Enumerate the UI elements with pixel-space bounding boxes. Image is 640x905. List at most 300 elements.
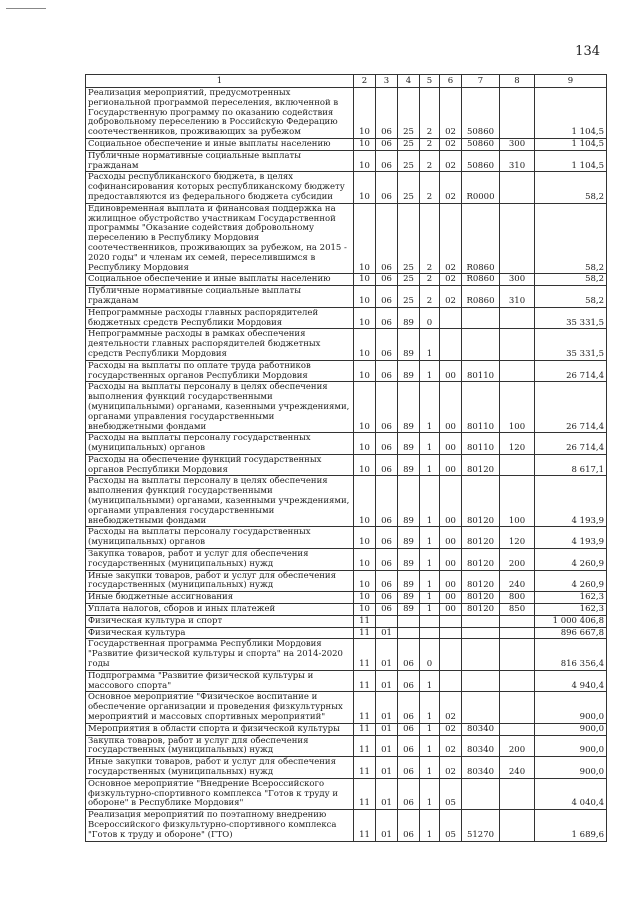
amount: 1 104,5 [535,88,607,139]
section-code: 11 [354,692,376,723]
direction-code [462,639,500,670]
program-code: 89 [398,527,420,549]
row-description: Уплата налогов, сборов и иных платежей [86,604,354,616]
section-code: 11 [354,757,376,779]
table-row [86,88,607,139]
subprogram-code: 1 [420,549,440,571]
subsection-code: 06 [376,549,398,571]
budget-table [85,74,607,842]
subsection-code: 06 [376,360,398,382]
amount: 58,2 [535,203,607,274]
header-cell: 7 [462,75,500,88]
table-row [86,592,607,604]
expense-type-code: 200 [500,549,535,571]
subprogram-code [420,627,440,639]
expense-type-code: 100 [500,382,535,433]
event-code [440,329,462,360]
amount: 162,3 [535,604,607,616]
subprogram-code: 1 [420,604,440,616]
program-code: 89 [398,570,420,592]
subsection-code: 01 [376,627,398,639]
subprogram-code: 2 [420,203,440,274]
amount: 58,2 [535,172,607,203]
subsection-code: 06 [376,203,398,274]
expense-type-code [500,639,535,670]
table-row [86,670,607,692]
event-code: 00 [440,360,462,382]
subsection-code: 06 [376,329,398,360]
expense-type-code: 120 [500,433,535,455]
direction-code [462,778,500,809]
subsection-code: 06 [376,476,398,527]
direction-code: 80120 [462,592,500,604]
direction-code: 80120 [462,454,500,476]
direction-code: 80110 [462,382,500,433]
row-description: Социальное обеспечение и иные выплаты населению [86,138,354,150]
row-description: Государственная программа Республики Мордовия "Развитие физической культуры и спорта" на 2014-2020 годы [86,639,354,670]
row-description: Непрограммные расходы в рамках обеспечения деятельности главных распорядителей бюджетных средств Республики Мордовия [86,329,354,360]
subsection-code: 06 [376,433,398,455]
program-code: 06 [398,639,420,670]
direction-code: R0860 [462,203,500,274]
amount: 1 000 406,8 [535,615,607,627]
section-code: 11 [354,778,376,809]
expense-type-code: 850 [500,604,535,616]
expense-type-code [500,360,535,382]
subprogram-code: 1 [420,476,440,527]
row-description: Реализация мероприятий, предусмотренных региональной программой переселения, включенной в Государственную программу по оказанию содействия добровольному переселению в Российскую Федерацию соотечественников, проживающих за рубежом [86,88,354,139]
subsection-code: 06 [376,138,398,150]
row-description: Расходы на выплаты персоналу в целях обеспечения выполнения функций государственными (муниципальными) органами, казенными учреждениями, органами управления государственными внебюджетными фондами [86,476,354,527]
table-row [86,692,607,723]
event-code: 00 [440,382,462,433]
table-row [86,604,607,616]
row-description: Закупка товаров, работ и услуг для обеспечения государственных (муниципальных) нужд [86,549,354,571]
header-cell: 8 [500,75,535,88]
expense-type-code [500,307,535,329]
table-row [86,549,607,571]
row-description: Иные бюджетные ассигнования [86,592,354,604]
program-code: 25 [398,203,420,274]
expense-type-code [500,723,535,735]
row-description: Мероприятия в области спорта и физической культуры [86,723,354,735]
direction-code: 80110 [462,433,500,455]
subprogram-code: 2 [420,138,440,150]
program-code: 89 [398,549,420,571]
event-code: 02 [440,274,462,286]
event-code: 00 [440,592,462,604]
page-number: 134 [575,44,600,59]
amount: 4 940,4 [535,670,607,692]
subsection-code: 06 [376,382,398,433]
section-code: 10 [354,150,376,172]
program-code: 89 [398,307,420,329]
section-code: 11 [354,810,376,841]
amount: 900,0 [535,757,607,779]
subprogram-code: 2 [420,286,440,308]
subprogram-code: 1 [420,329,440,360]
subprogram-code: 1 [420,527,440,549]
event-code: 02 [440,172,462,203]
amount: 1 104,5 [535,150,607,172]
event-code: 00 [440,570,462,592]
row-description: Публичные нормативные социальные выплаты гражданам [86,286,354,308]
subprogram-code: 2 [420,172,440,203]
direction-code: 80120 [462,527,500,549]
expense-type-code [500,203,535,274]
subsection-code: 06 [376,150,398,172]
subsection-code: 01 [376,735,398,757]
expense-type-code: 240 [500,757,535,779]
amount: 900,0 [535,735,607,757]
direction-code: R0860 [462,286,500,308]
program-code: 25 [398,286,420,308]
header-cell: 5 [420,75,440,88]
table-row [86,639,607,670]
direction-code: 51270 [462,810,500,841]
subsection-code: 06 [376,88,398,139]
row-description: Основное мероприятие "Физическое воспитание и обеспечение организации и проведения физкультурных мероприятий и массовых спортивных мероприятий" [86,692,354,723]
subsection-code: 06 [376,570,398,592]
subprogram-code: 0 [420,639,440,670]
expense-type-code: 310 [500,150,535,172]
subsection-code: 01 [376,810,398,841]
table-row [86,203,607,274]
expense-type-code [500,810,535,841]
program-code: 89 [398,360,420,382]
section-code: 11 [354,735,376,757]
section-code: 10 [354,274,376,286]
subsection-code: 06 [376,274,398,286]
program-code: 06 [398,735,420,757]
direction-code [462,670,500,692]
program-code: 89 [398,604,420,616]
event-code: 02 [440,203,462,274]
section-code: 10 [354,570,376,592]
event-code: 02 [440,757,462,779]
section-code: 10 [354,527,376,549]
event-code: 00 [440,433,462,455]
program-code: 06 [398,670,420,692]
section-code: 10 [354,88,376,139]
direction-code: 50860 [462,138,500,150]
amount: 1 689,6 [535,810,607,841]
subsection-code: 06 [376,286,398,308]
section-code: 11 [354,723,376,735]
subprogram-code: 0 [420,307,440,329]
expense-type-code: 100 [500,476,535,527]
direction-code: 50860 [462,88,500,139]
direction-code [462,615,500,627]
amount: 4 260,9 [535,570,607,592]
section-code: 10 [354,476,376,527]
section-code: 10 [354,382,376,433]
event-code [440,627,462,639]
table-row [86,360,607,382]
section-code: 11 [354,627,376,639]
table-row [86,527,607,549]
subprogram-code: 1 [420,735,440,757]
amount: 26 714,4 [535,360,607,382]
event-code [440,639,462,670]
table-row [86,307,607,329]
row-description: Непрограммные расходы главных распорядителей бюджетных средств Республики Мордовия [86,307,354,329]
section-code: 10 [354,454,376,476]
event-code: 00 [440,549,462,571]
amount: 4 260,9 [535,549,607,571]
event-code: 02 [440,138,462,150]
event-code: 02 [440,286,462,308]
direction-code: 80120 [462,549,500,571]
amount: 58,2 [535,286,607,308]
event-code [440,307,462,329]
event-code: 02 [440,723,462,735]
section-code: 11 [354,670,376,692]
event-code: 00 [440,454,462,476]
subprogram-code: 1 [420,723,440,735]
subsection-code: 06 [376,592,398,604]
subsection-code: 06 [376,307,398,329]
program-code: 89 [398,454,420,476]
table-row [86,570,607,592]
subsection-code: 01 [376,639,398,670]
table-row [86,615,607,627]
row-description: Расходы республиканского бюджета, в целях софинансирования которых республиканскому бюджету предоставляются из федерального бюджета субсидии [86,172,354,203]
scan-mark [6,8,46,9]
amount: 4 193,9 [535,476,607,527]
direction-code: 80110 [462,360,500,382]
expense-type-code [500,692,535,723]
subsection-code: 06 [376,454,398,476]
expense-type-code [500,615,535,627]
program-code: 06 [398,778,420,809]
table-row [86,723,607,735]
table-row [86,433,607,455]
table-row [86,286,607,308]
event-code: 02 [440,735,462,757]
event-code [440,615,462,627]
subsection-code: 06 [376,172,398,203]
direction-code: 80340 [462,735,500,757]
expense-type-code [500,627,535,639]
row-description: Физическая культура и спорт [86,615,354,627]
table-row [86,476,607,527]
subprogram-code: 1 [420,454,440,476]
subsection-code: 01 [376,757,398,779]
direction-code [462,692,500,723]
expense-type-code: 310 [500,286,535,308]
program-code: 25 [398,172,420,203]
table-row [86,172,607,203]
section-code: 10 [354,172,376,203]
section-code: 10 [354,604,376,616]
table-row [86,329,607,360]
header-cell: 1 [86,75,354,88]
direction-code: 50860 [462,150,500,172]
expense-type-code [500,88,535,139]
section-code: 10 [354,307,376,329]
event-code: 02 [440,88,462,139]
subprogram-code [420,615,440,627]
table-header-row [86,75,607,88]
row-description: Единовременная выплата и финансовая поддержка на жилищное обустройство участникам Государственной программы "Оказание содействия добровольному переселению в Республику Мордовия соотечественников, проживающих за рубежом, на 2015 - 2020 годы" и членам их семей, переселившимся в Республику Мордовия [86,203,354,274]
table-row [86,735,607,757]
section-code: 11 [354,615,376,627]
subprogram-code: 1 [420,592,440,604]
row-description: Физическая культура [86,627,354,639]
section-code: 10 [354,286,376,308]
row-description: Расходы на выплаты персоналу государственных (муниципальных) органов [86,433,354,455]
subprogram-code: 1 [420,778,440,809]
expense-type-code: 300 [500,274,535,286]
row-description: Расходы на выплаты персоналу в целях обеспечения выполнения функций государственными (муниципальными) органами, казенными учреждениями, органами управления государственными внебюджетными фондами [86,382,354,433]
header-cell: 2 [354,75,376,88]
event-code: 00 [440,527,462,549]
row-description: Расходы на выплаты персоналу государственных (муниципальных) органов [86,527,354,549]
table-row [86,627,607,639]
table-row [86,274,607,286]
subsection-code: 06 [376,604,398,616]
program-code: 25 [398,274,420,286]
program-code: 89 [398,382,420,433]
table-row [86,138,607,150]
direction-code: 80340 [462,723,500,735]
table-row [86,150,607,172]
row-description: Реализация мероприятий по поэтапному внедрению Всероссийского физкультурно-спортивного комплекса "Готов к труду и обороне" (ГТО) [86,810,354,841]
program-code [398,615,420,627]
direction-code [462,627,500,639]
subprogram-code: 2 [420,274,440,286]
program-code: 89 [398,592,420,604]
program-code: 89 [398,433,420,455]
subprogram-code: 1 [420,360,440,382]
amount: 816 356,4 [535,639,607,670]
expense-type-code: 200 [500,735,535,757]
table-row [86,382,607,433]
subprogram-code: 1 [420,810,440,841]
amount: 35 331,5 [535,329,607,360]
program-code [398,627,420,639]
direction-code: 80120 [462,476,500,527]
direction-code [462,307,500,329]
section-code: 11 [354,639,376,670]
subsection-code: 01 [376,778,398,809]
section-code: 10 [354,203,376,274]
program-code: 06 [398,757,420,779]
table-row [86,454,607,476]
header-cell: 3 [376,75,398,88]
expense-type-code [500,454,535,476]
amount: 8 617,1 [535,454,607,476]
subprogram-code: 1 [420,670,440,692]
direction-code: R0000 [462,172,500,203]
subsection-code: 01 [376,692,398,723]
row-description: Иные закупки товаров, работ и услуг для обеспечения государственных (муниципальных) нужд [86,757,354,779]
event-code: 05 [440,810,462,841]
amount: 35 331,5 [535,307,607,329]
header-cell: 9 [535,75,607,88]
amount: 896 667,8 [535,627,607,639]
row-description: Закупка товаров, работ и услуг для обеспечения государственных (муниципальных) нужд [86,735,354,757]
subprogram-code: 1 [420,570,440,592]
expense-type-code [500,329,535,360]
subprogram-code: 2 [420,150,440,172]
event-code: 00 [440,604,462,616]
direction-code: 80340 [462,757,500,779]
amount: 900,0 [535,692,607,723]
program-code: 25 [398,88,420,139]
program-code: 06 [398,723,420,735]
subprogram-code: 1 [420,382,440,433]
amount: 900,0 [535,723,607,735]
row-description: Расходы на выплаты по оплате труда работников государственных органов Республики Мордовия [86,360,354,382]
expense-type-code: 240 [500,570,535,592]
event-code: 02 [440,692,462,723]
header-cell: 4 [398,75,420,88]
section-code: 10 [354,329,376,360]
expense-type-code [500,670,535,692]
table-row [86,757,607,779]
program-code: 89 [398,476,420,527]
expense-type-code [500,778,535,809]
table-row [86,778,607,809]
direction-code: 80120 [462,570,500,592]
subprogram-code: 1 [420,692,440,723]
expense-type-code: 120 [500,527,535,549]
row-description: Подпрограмма "Развитие физической культуры и массового спорта" [86,670,354,692]
table-row [86,810,607,841]
expense-type-code: 300 [500,138,535,150]
row-description: Иные закупки товаров, работ и услуг для обеспечения государственных (муниципальных) нужд [86,570,354,592]
amount: 1 104,5 [535,138,607,150]
subprogram-code: 1 [420,433,440,455]
subprogram-code: 2 [420,88,440,139]
section-code: 10 [354,549,376,571]
subsection-code: 01 [376,670,398,692]
subprogram-code: 1 [420,757,440,779]
section-code: 10 [354,592,376,604]
program-code: 06 [398,692,420,723]
subsection-code: 01 [376,723,398,735]
amount: 4 193,9 [535,527,607,549]
subsection-code: 06 [376,527,398,549]
row-description: Социальное обеспечение и иные выплаты населению [86,274,354,286]
direction-code: 80120 [462,604,500,616]
section-code: 10 [354,360,376,382]
amount: 26 714,4 [535,382,607,433]
header-cell: 6 [440,75,462,88]
row-description: Публичные нормативные социальные выплаты гражданам [86,150,354,172]
expense-type-code [500,172,535,203]
amount: 26 714,4 [535,433,607,455]
section-code: 10 [354,433,376,455]
table-body [86,88,607,842]
expense-type-code: 800 [500,592,535,604]
row-description: Основное мероприятие "Внедрение Всероссийского физкультурно-спортивного комплекса "Готов к труду и обороне" в Республике Мордовия" [86,778,354,809]
direction-code: R0860 [462,274,500,286]
program-code: 25 [398,138,420,150]
direction-code [462,329,500,360]
event-code: 00 [440,476,462,527]
event-code: 02 [440,150,462,172]
subsection-code [376,615,398,627]
amount: 58,2 [535,274,607,286]
program-code: 89 [398,329,420,360]
program-code: 06 [398,810,420,841]
budget-table-container [85,74,606,842]
section-code: 10 [354,138,376,150]
event-code [440,670,462,692]
